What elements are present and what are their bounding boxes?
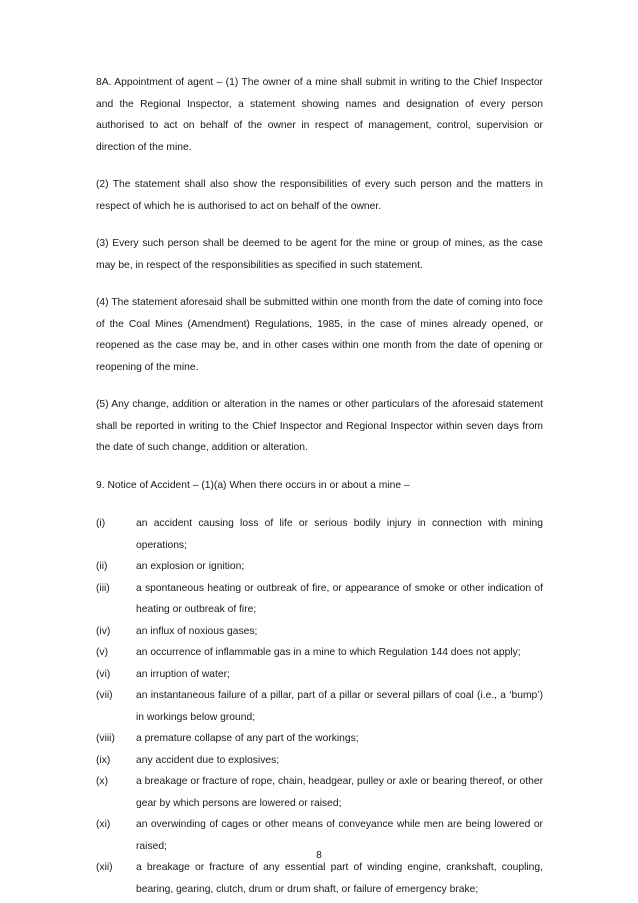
list-item-text: a spontaneous heating or outbreak of fire, or appearance of smoke or other indication of heating or outbreak of fire; xyxy=(136,582,543,615)
list-item xyxy=(96,750,543,772)
list-item-text: an accident causing loss of life or serious bodily injury in connection with mining operations; xyxy=(136,518,543,551)
page-number: 8 xyxy=(316,850,322,861)
paragraph-8a-2: (2) The statement shall also show the responsibilities of every such person and the matters in respect of which he is authorised to act on behalf of the owner. xyxy=(96,179,543,212)
list-item-text: an irruption of water; xyxy=(136,668,230,680)
list-item-number: (x) xyxy=(96,776,109,787)
list-item-text: any accident due to explosives; xyxy=(136,754,280,766)
list-item-number: (xii) xyxy=(96,862,113,873)
paragraph-8a-5: (5) Any change, addition or alteration in the names or other particulars of the aforesaid statement shall be reported in writing to the Chief Inspector and Regional Inspector within seven days from the date of such change, addition or alteration. xyxy=(96,399,543,453)
paragraph-8a: 8A. Appointment of agent – (1) The owner of a mine shall submit in writing to the Chief Inspector and the Regional Inspector, a statement showing names and designation of every person authorised to act on behalf of the owner in respect of management, control, supervision or direction of the mine. xyxy=(96,77,543,153)
list-item-text: a breakage or fracture of any essential part of winding engine, crankshaft, coupling, bearing, gearing, clutch, drum or drum shaft, or failure of emergency brake; xyxy=(136,862,543,895)
document-page xyxy=(96,72,543,900)
list-item-number: (vii) xyxy=(96,690,113,701)
list-item-text: an occurrence of inflammable gas in a mine to which Regulation 144 does not apply; xyxy=(136,647,521,658)
list-item xyxy=(96,513,543,556)
list-item-number: (ii) xyxy=(96,561,108,572)
list-item xyxy=(96,857,543,900)
list-item-number: (vi) xyxy=(96,668,111,680)
list-item-number: (xi) xyxy=(96,819,111,830)
paragraph-8a-4: (4) The statement aforesaid shall be submitted within one month from the date of coming into foce of the Coal Mines (Amendment) Regulations, 1985, in the case of mines already opened, or reopened as the case may be, and in other cases within one month from the date of opening or reopening of the mine. xyxy=(96,297,543,373)
list-item-text: an instantaneous failure of a pillar, part of a pillar or several pillars of coal (i.e., a ‘bump’) in workings below ground; xyxy=(136,690,543,723)
list-item xyxy=(96,771,543,814)
list-item-number: (iii) xyxy=(96,582,110,594)
list-item xyxy=(96,642,543,664)
list-item-text: a premature collapse of any part of the workings; xyxy=(136,733,359,744)
list-item-text: an explosion or ignition; xyxy=(136,561,245,572)
list-item-number: (iv) xyxy=(96,625,111,637)
section-heading-9: 9. Notice of Accident – (1)(a) When there occurs in or about a mine – xyxy=(96,479,410,491)
list-item-text: an influx of noxious gases; xyxy=(136,625,258,637)
list-item xyxy=(96,728,543,750)
list-item-number: (ix) xyxy=(96,754,111,766)
list-item-text: a breakage or fracture of rope, chain, headgear, pulley or axle or bearing thereof, or other gear by which persons are lowered or raised; xyxy=(136,776,543,809)
list-item xyxy=(96,621,543,643)
list-item xyxy=(96,664,543,686)
accident-list xyxy=(96,513,543,900)
list-item xyxy=(96,556,543,578)
list-item-number: (viii) xyxy=(96,733,115,744)
list-item xyxy=(96,685,543,728)
list-item-number: (v) xyxy=(96,647,109,658)
list-item-number: (i) xyxy=(96,518,106,529)
list-item-text: an overwinding of cages or other means of conveyance while men are being lowered or raised; xyxy=(136,819,543,852)
paragraph-8a-3: (3) Every such person shall be deemed to be agent for the mine or group of mines, as the case may be, in respect of the responsibilities as specified in such statement. xyxy=(96,238,543,271)
list-item xyxy=(96,578,543,621)
